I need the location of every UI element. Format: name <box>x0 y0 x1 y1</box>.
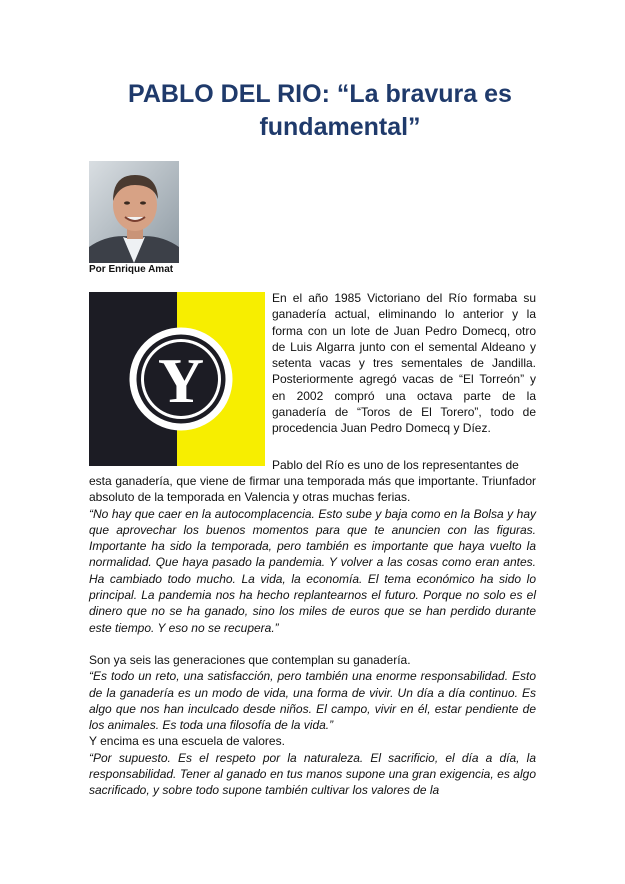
title-line-2: fundamental” <box>259 113 421 141</box>
quote-1: “No hay que caer en la autocomplacencia. Esto sube y baja como en la Bolsa y hay que aprovechar los buenos momentos para que te anuncien con las figuras. Importante ha sido la temporada, pero también es importante que haya vuelto la normalidad. Que haya pasado la pandemia. Y volver a las cosas como eran antes. Ha cambiado todo mucho. La vida, la economía. El tema económico ha sido lo principal. La pandemia nos ha hecho replantearnos el futuro. Porque no solo es el dinero que no se ha ganado, sino los miles de euros que se han perdido durante este tiempo. Y eso no se recupera.” <box>89 506 536 635</box>
paragraph-2-start: Pablo del Río es uno de los representantes de <box>272 458 519 472</box>
quote-2: “Es todo un reto, una satisfacción, pero también una enorme responsabilidad. Esto de la ganadería es un modo de vida, una forma de vivir. Un día a día continuo. Es algo que nos han inculcado desde niños. El campo, vivir en él, estar pendiente de los animales. Es toda una filosofía de la vida.” <box>89 669 536 733</box>
article-body <box>89 473 536 799</box>
title-line-1: PABLO DEL RIO: “La bravura es <box>128 80 512 108</box>
quote-3: “Por supuesto. Es el respeto por la naturaleza. El sacrificio, el día a día, la responsabilidad. Tener al ganado en tus manos supone una gran exigencia, es algo sacrificado, y sobre todo supone también cultivar los valores de la <box>89 750 536 798</box>
author-portrait <box>89 161 179 263</box>
paragraph-4: Y encima es una escuela de valores. <box>89 734 285 749</box>
ganaderia-emblem <box>89 292 265 466</box>
paragraph-3: Son ya seis las generaciones que contemplan su ganadería. <box>89 652 411 667</box>
paragraph-2-rest: esta ganadería, que viene de firmar una temporada más que importante. Triunfador absoluto de la temporada en Valencia y otras muchas ferias. <box>89 474 536 505</box>
article-title <box>60 78 580 144</box>
author-byline: Por Enrique Amat <box>89 264 174 275</box>
intro-paragraph: En el año 1985 Victoriano del Río formaba su ganadería actual, eliminando lo anterior y la forma con un lote de Juan Pedro Domecq, otro de Luis Algarra junto con el semental Aldeano y setenta vacas y tres sementales de Jandilla. Posteriormente agregó vacas de “El Torreón” y en 2002 compró una octava parte de la ganadería de “Toros de El Torero”, todo de procedencia Juan Pedro Domecq y Díez. <box>272 291 536 436</box>
emblem-letter: Y <box>157 345 205 416</box>
